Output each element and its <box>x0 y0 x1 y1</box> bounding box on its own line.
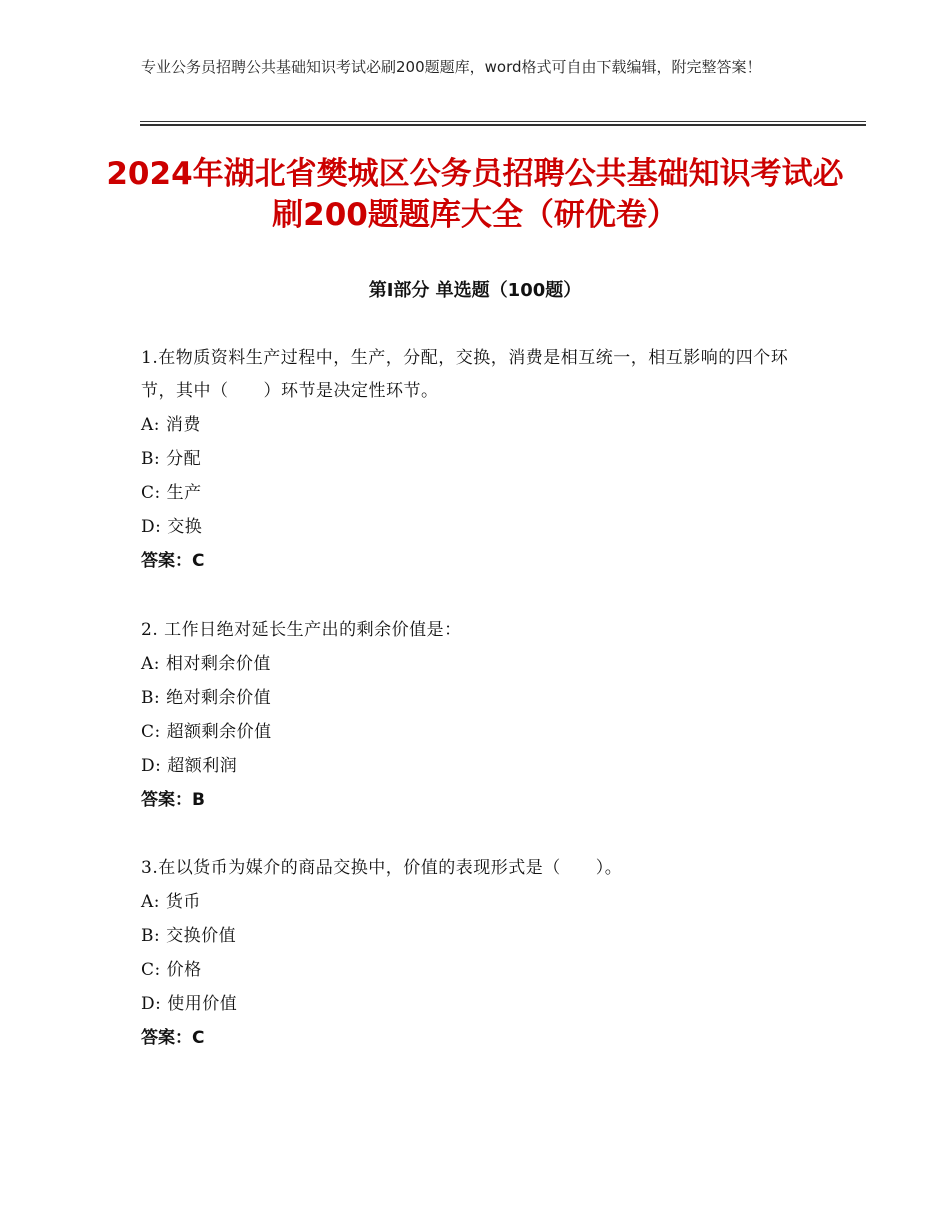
document-title: 2024年湖北省樊城区公务员招聘公共基础知识考试必刷200题题库大全（研优卷） <box>106 156 844 233</box>
question-block <box>141 342 821 578</box>
option-c: C: 生产 <box>141 483 202 503</box>
answer-line: 答案：C <box>141 1028 205 1048</box>
header-divider-thin <box>140 121 866 122</box>
option-c: C: 价格 <box>141 960 202 980</box>
option-b: B: 绝对剩余价值 <box>141 688 272 708</box>
answer-line: 答案：B <box>141 790 205 810</box>
answer-line: 答案：C <box>141 551 205 571</box>
option-b: B: 交换价值 <box>141 926 237 946</box>
question-stem: 3.在以货币为媒介的商品交换中，价值的表现形式是（ ）。 <box>141 858 623 878</box>
question-block <box>141 852 821 1055</box>
option-a: A: 货币 <box>141 892 201 912</box>
option-b: B: 分配 <box>141 449 202 469</box>
option-d: D: 交换 <box>141 517 203 537</box>
option-c: C: 超额剩余价值 <box>141 722 272 742</box>
question-stem: 1.在物质资料生产过程中，生产，分配，交换，消费是相互统一，相互影响的四个环节，其中（ ）环节是决定性环节。 <box>141 348 789 401</box>
question-block <box>141 614 821 817</box>
section-heading: 第Ⅰ部分 单选题（100题） <box>368 280 582 301</box>
header-note: 专业公务员招聘公共基础知识考试必刷200题题库，word格式可自由下载编辑，附完整答案！ <box>141 58 762 76</box>
option-d: D: 超额利润 <box>141 756 238 776</box>
question-stem: 2. 工作日绝对延长生产出的剩余价值是： <box>141 620 462 640</box>
option-a: A: 消费 <box>141 415 201 435</box>
header-divider-thick <box>140 124 866 126</box>
option-d: D: 使用价值 <box>141 994 238 1014</box>
option-a: A: 相对剩余价值 <box>141 654 271 674</box>
